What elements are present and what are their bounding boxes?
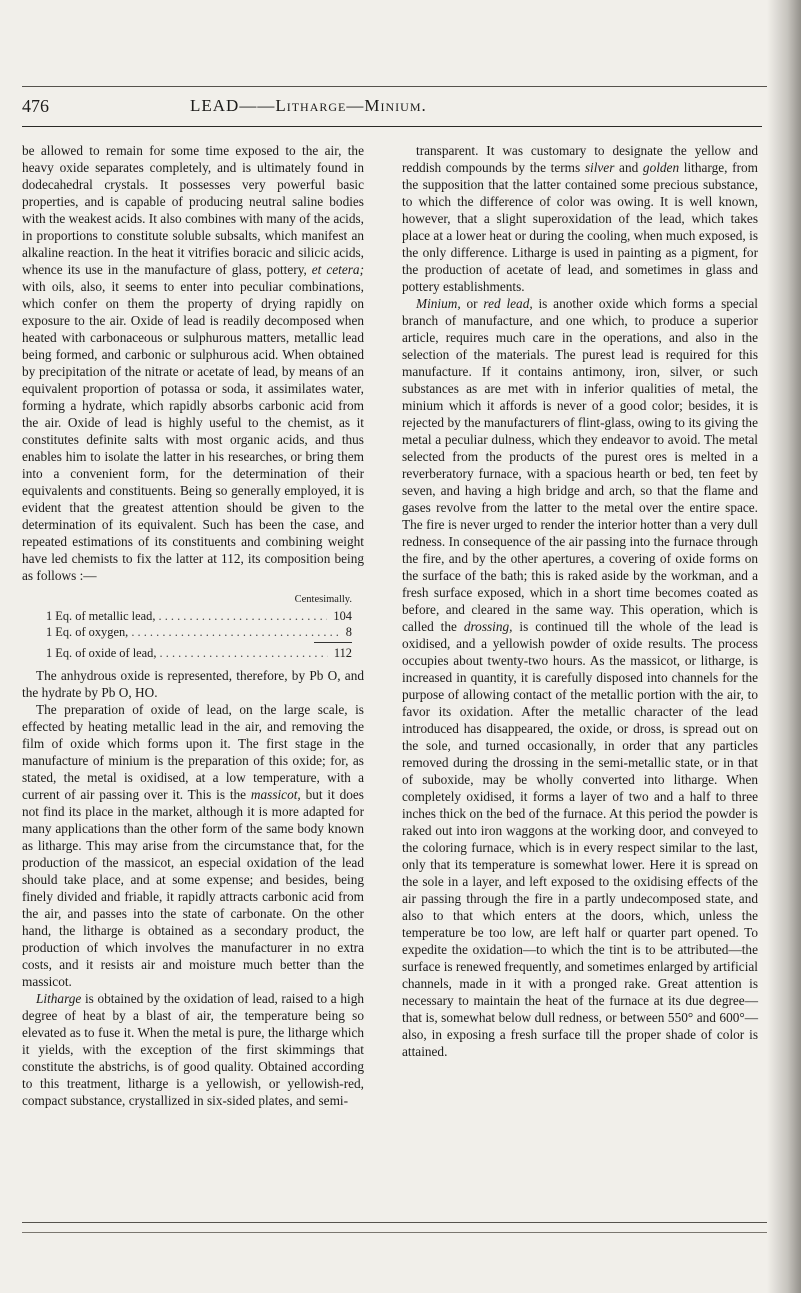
table-total-label: 1 Eq. of oxide of lead, . . . xyxy=(46,645,328,661)
left-column xyxy=(22,142,364,1109)
left-p1-em: et cetera; xyxy=(311,262,364,277)
right-p1-text: transparent. It was customary to designate the yellow and reddish compounds by the terms xyxy=(402,143,758,175)
right-paragraph-2 xyxy=(402,295,758,1060)
left-paragraph-4 xyxy=(22,990,364,1109)
right-p2-em-drossing: drossing, xyxy=(463,619,513,634)
running-title xyxy=(190,96,427,116)
right-paragraph-1 xyxy=(402,142,758,295)
table-sum-rule xyxy=(314,642,352,643)
table-row-label: 1 Eq. of metallic lead, . . . xyxy=(46,608,327,624)
running-title-sep1: —— xyxy=(239,96,276,115)
footer-rule-2 xyxy=(22,1232,767,1233)
table-row xyxy=(22,608,364,624)
left-p4-text: is obtained by the oxidation of lead, raised to a high degree of heat by a blast of air, the temperature being so elevated as to fuse it. When the metal is pure, the litharge which it yields, with the exception of the first skimmings that constitute the abstrichs, is of good quality. Obtained according to this treatment, litharge is a yellowish, or yellowish-red, compact substance, crystallized in six-sided plates, and semi- xyxy=(22,991,364,1108)
left-paragraph-2: The anhydrous oxide is represented, therefore, by Pb O, and the hydrate by Pb O, HO. xyxy=(22,668,364,700)
table-caption: Centesimally. xyxy=(294,594,352,605)
page-header xyxy=(22,92,764,122)
running-title-minium: Minium. xyxy=(364,96,427,115)
right-p1-em-golden: golden xyxy=(642,160,680,175)
running-title-main: LEAD xyxy=(190,96,240,115)
table-row-label: 1 Eq. of oxygen, . . . xyxy=(46,624,340,640)
right-p1-mid: and xyxy=(614,160,643,175)
left-p1-cont: with oils, also, it seems to enter into peculiar combinations, which confer on them the property of drying rapidly on exposure to the air. Oxide of lead is readily decomposed when heated with carbonaceous or sulphurous matters, metallic lead being formed, and carbonic or sulphurous acid. When obtained by precipitation of the nitrate or acetate of lead, by means of an equivalent proportion of potassa or soda, it assimilates water, forming a hydrate, which rapidly absorbs carbonic acid from the air. Oxide of lead is highly useful to the chemist, as it constitutes definite salts with most organic acids, and thus enables him to isolate the latter in his researches, or bring them into a convenient form, for the determination of their equivalents and constituents. Being so generally employed, it is evident that the greatest attention should be given to the determination of its equivalent. Such has been the case, and repeated estimations of its constituents and combining weight have led chemists to fix the latter at 112, its composition being as follows :— xyxy=(22,279,364,583)
right-p2-text: is another oxide which forms a special branch of manufacture, and one which, to produce a superior article, requires much care in the operations, and also in the selection of the materials. The purest lead is required for this manufacture. If it contains antimony, iron, silver, or such substances as are met with in inferior qualities of metal, the minium which it affords is never of a good color; besides, it is rejected by the manufacturers of flint-glass, owing to its giving the metal a peculiar dulness, which they endeavor to avoid. The metal selected from the products of the purest ores is melted in a reverberatory furnace, with a spacious hearth or bed, ten feet by seven, and having a high bridge and arch, so that the flame and gases revolve from the latter to the metal over the entire space. The fire is never urged to render the interior hotter than a very dull redness. In consequence of the air passing into the furnace through the fire, and by the other apertures, a covering of oxide forms on the surface of the bath; this is raked aside by the workman, and a fresh surface exposed, which in a short time becomes coated as before, and cleared in the same way. This operation, which is called the xyxy=(402,296,758,634)
right-p2-em-redlead: red lead, xyxy=(483,296,533,311)
header-upper-rule xyxy=(22,86,767,87)
right-p1-cont: litharge, from the supposition that the latter contained some precious substance, to which the difference of color was owing. It is well known, however, that a slight superoxidation of the lead, which takes place at a lower heat or during the cooling, when much exposed, is the only difference. Litharge is used in painting as a pigment, for the production of acetate of lead, and sometimes in glass and pottery establishments. xyxy=(402,160,758,294)
left-p3-text: The preparation of oxide of lead, on the large scale, is effected by heating metallic lead in the air, and removing the film of oxide which forms upon it. The first stage in the manufacture of minium is the preparation of this oxide; for, as stated, the metal is oxidised, at a low temperature, with a current of air passing over it. This is the xyxy=(22,702,364,802)
table-total-row xyxy=(22,645,364,661)
right-column xyxy=(402,142,758,1060)
right-p2-cont: is continued till the whole of the lead is oxidised, and a yellowish powder of oxide results. The process occupies about twenty-two hours. As the massicot, or litharge, is increased in quantity, it is carefully disposed into channels for the purpose of allowing contact of the metallic portion with the air, to favor its oxidation. After the metallic character of the lead introduced has disappeared, the oxide, or dross, is spread out on the sole, and turned occasionally, in order that any particles removed during the drossing in the semi-metallic state, or in that of suboxide, may be wholly converted into litharge. When completely oxidised, it forms a layer of two and a half to three inches thick on the bed of the furnace. At this period the powder is raked out into iron waggons at the working door, and conveyed to the coloring furnace, which is in every respect similar to the last, only that its temperature is somewhat lower. Here it is spread on the sole in a layer, and left exposed to the oxidising effects of the air passing through the fire in a partly undecomposed state, and also to that which enters at the doors, which, unless the temperature be too low, are left half or quarter part opened. To expedite the oxidation—to which the tint is to be attributed—the surface is renewed frequently, and sometimes enlarged by artificial channels, made in it with a pronged rake. Great attention is necessary to maintain the heat of the furnace at its due degree—that is, somewhat below dull redness, or between 550° and 600°—also, in exposing a fresh surface till the proper shade of color is attained. xyxy=(402,619,758,1059)
table-row-value: 104 xyxy=(333,609,352,623)
table-row xyxy=(22,624,364,640)
right-p2-em-minium: Minium, xyxy=(416,296,461,311)
left-p3-cont: but it does not find its place in the market, although it is more adapted for many applications than the other form of the same body known as litharge. This may arise from the circumstance that, for the production of the massicot, an especial oxidation of the lead should take place, and at some expense; and besides, being finely divided and friable, it rapidly attracts carbonic acid from the air, and passes into the state of carbonate. On the other hand, the litharge is obtained as a secondary product, the production of which involves the manufacturer in no extra costs, and it resists air and moisture much better than the massicot. xyxy=(22,787,364,989)
left-p1-text: be allowed to remain for some time exposed to the air, the heavy oxide separates completely, and is ultimately found in dodecahedral crystals. It possesses very powerful basic properties, and is capable of producing neutral saline bodies with the weakest acids. It also combines with many of the acids, in proportions to constitute soluble subsalts, which manifest an alkaline reaction. In the heat it vitrifies boracic and silicic acids, whence its use in the manufacture of glass, pottery, xyxy=(22,143,364,277)
left-paragraph-1 xyxy=(22,142,364,584)
left-p3-em: massicot, xyxy=(250,787,301,802)
page-edge-shadow xyxy=(767,0,801,1293)
composition-table xyxy=(22,592,364,661)
left-paragraph-3 xyxy=(22,701,364,990)
right-p2-mid: or xyxy=(460,296,484,311)
table-row-value: 8 xyxy=(345,625,352,639)
running-title-litharge: Litharge xyxy=(275,96,347,115)
left-p4-em: Litharge xyxy=(36,991,82,1006)
page-number: 476 xyxy=(22,96,49,116)
table-total-value: 112 xyxy=(333,646,352,660)
header-rule xyxy=(22,126,762,127)
right-p1-em-silver: silver xyxy=(584,160,615,175)
footer-rule xyxy=(22,1222,767,1223)
running-title-sep2: — xyxy=(346,96,365,115)
